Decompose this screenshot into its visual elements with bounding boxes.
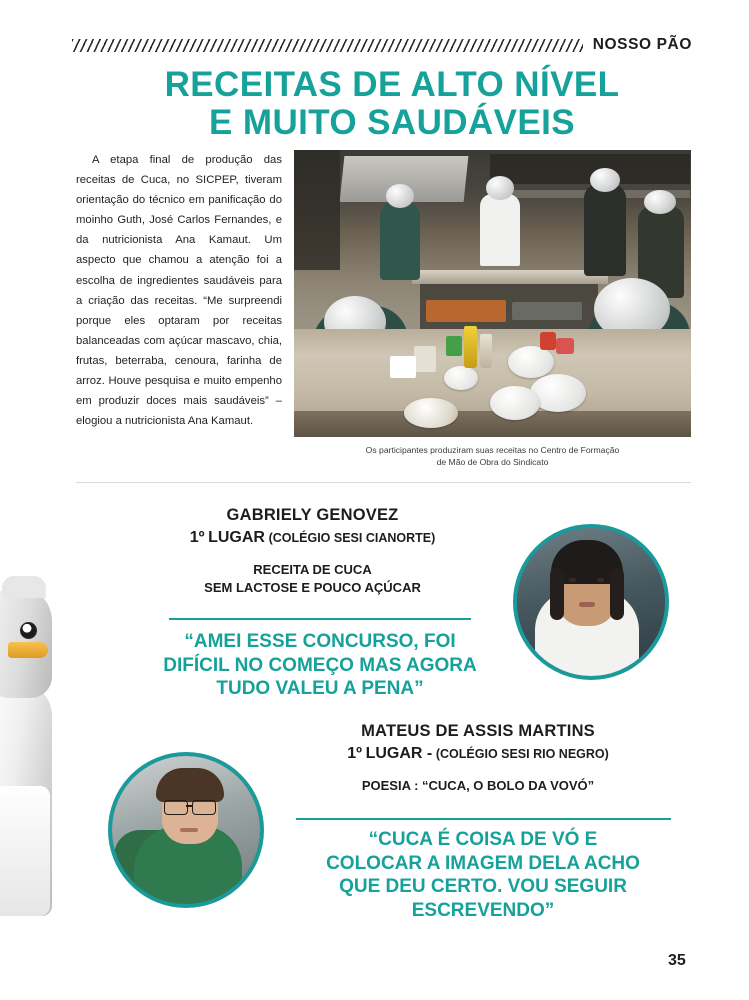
article-column — [76, 150, 282, 431]
photo-person-2 — [480, 194, 520, 266]
winner-2-place — [278, 745, 678, 763]
winner-1-recipe-line-1: RECEITA DE CUCA — [253, 562, 372, 577]
photo-caption-line-1: Os participantes produziram suas receitas no Centro de Formação — [365, 445, 620, 455]
winner-1-quote-line-3: TUDO VALEU A PENA” — [216, 678, 424, 700]
winner-1-recipe-line-2: SEM LACTOSE E POUCO AÇÚCAR — [204, 579, 421, 595]
page-number: 35 — [668, 952, 686, 969]
photo-bowl-5 — [404, 398, 458, 428]
photo-hairnet-3 — [590, 168, 620, 192]
page-header — [72, 34, 692, 56]
magazine-name: NOSSO PÃO — [592, 36, 692, 53]
photo-person-1 — [380, 202, 420, 280]
winner-1-place-word: LUGAR — [208, 529, 265, 546]
winner-2-quote-line-4: ESCREVENDO” — [411, 899, 555, 921]
winner-1-portrait — [513, 524, 669, 680]
portrait-2-glasses-left — [164, 800, 188, 815]
photo-green-item — [446, 336, 462, 356]
winner-2-quote — [268, 828, 698, 922]
photo-oil-bottle — [464, 326, 477, 368]
winner-2-place-number: 1º — [347, 745, 362, 762]
photo-package-2 — [390, 356, 416, 378]
article-body: A etapa final de produção das receitas de Cuca, no SICPEP, tiveram orientação do técnico em panificação do moinho Guth, José Carlos Fernandes, e da nutricionista Ana Kamaut. Um aspecto que chamou a atenção foi a escolha de ingredientes saudáveis para a criação das receitas. “Me surpreendi porque eles optaram por receitas balanceadas com açúcar mascavo, chia, frutas, beterraba, cenoura, farinha de arroz. Houve pesquisa e muito empenho em produzir doces mais saudáveis” – elogiou a nutricionista Ana Kamaut. — [76, 154, 282, 428]
winner-2-quote-rule — [296, 818, 671, 820]
page-title-line-2: E MUITO SAUDÁVEIS — [209, 102, 575, 142]
portrait-1-hair-right — [610, 568, 624, 620]
winner-2-name: MATEUS DE ASSIS MARTINS — [361, 722, 595, 740]
photo-wall-left — [294, 150, 340, 270]
winner-1-place — [140, 529, 485, 547]
winner-2-recipe-line-1: POESIA : “CUCA, O BOLO DA VOVÓ” — [361, 778, 595, 793]
portrait-1-eye-left — [569, 578, 576, 582]
photo-bottle-2 — [480, 334, 492, 368]
photo-caption-line-2: de Mão de Obra do Sindicato — [436, 457, 549, 468]
winner-1-quote-line-2: DIFÍCIL NO COMEÇO MAS AGORA — [163, 654, 477, 676]
photo-red-item — [540, 332, 556, 350]
section-divider — [76, 482, 691, 483]
photo-box-orange — [426, 300, 506, 322]
winner-1-quote — [118, 630, 522, 701]
winner-1-quote-rule — [169, 618, 471, 620]
portrait-1-mouth — [579, 602, 595, 607]
photo-bowl-1 — [508, 346, 554, 378]
photo-package-1 — [414, 346, 436, 372]
hatch-rule-decoration — [72, 39, 583, 52]
winner-2-place-word: LUGAR - — [365, 745, 433, 762]
winner-1-recipe — [140, 561, 485, 596]
photo-counter-edge — [294, 411, 691, 437]
winner-1-quote-line-1: “AMEI ESSE CONCURSO, FOI — [184, 631, 456, 652]
winner-1-name: GABRIELY GENOVEZ — [226, 506, 399, 524]
photo-tray — [512, 302, 582, 320]
mascot-apron — [0, 786, 50, 916]
winner-1-school: (COLÉGIO SESI CIANORTE) — [268, 531, 436, 545]
photo-island-top — [412, 270, 608, 284]
winner-2-quote-line-1: “CUCA É COISA DE VÓ E — [368, 829, 598, 850]
photo-bowl-4 — [444, 366, 478, 390]
photo-person-3 — [584, 184, 626, 276]
mascot-beak — [8, 642, 48, 658]
winner-2-school: (COLÉGIO SESI RIO NEGRO) — [435, 747, 609, 761]
photo-hairnet-1 — [386, 184, 414, 208]
mascot-comb — [2, 576, 46, 598]
winner-2-block — [278, 722, 678, 795]
portrait-2-mouth — [180, 828, 198, 832]
photo-red-item-2 — [556, 338, 574, 354]
photo-caption — [294, 444, 691, 469]
photo-bowl-3 — [490, 386, 540, 420]
kitchen-photo — [294, 150, 691, 437]
portrait-2-hair — [156, 768, 224, 802]
winner-2-quote-line-2: COLOCAR A IMAGEM DELA ACHO — [326, 852, 640, 874]
portrait-1-eye-right — [597, 578, 604, 582]
page-title — [0, 66, 749, 142]
photo-hairnet-2 — [486, 176, 514, 200]
page-title-line-1: RECEITAS DE ALTO NÍVEL — [164, 65, 620, 104]
winner-2-quote-line-3: QUE DEU CERTO. VOU SEGUIR — [339, 876, 627, 898]
portrait-1-hair-left — [550, 568, 564, 620]
portrait-2-glasses-bridge — [186, 805, 192, 807]
mascot-eye — [20, 622, 37, 639]
winner-1-block — [140, 506, 485, 596]
photo-hairnet-4 — [644, 190, 676, 214]
portrait-2-glasses-right — [192, 800, 216, 815]
rooster-mascot — [0, 586, 64, 916]
winner-2-portrait — [108, 752, 264, 908]
winner-1-place-number: 1º — [189, 529, 205, 546]
winner-2-recipe — [278, 777, 678, 795]
